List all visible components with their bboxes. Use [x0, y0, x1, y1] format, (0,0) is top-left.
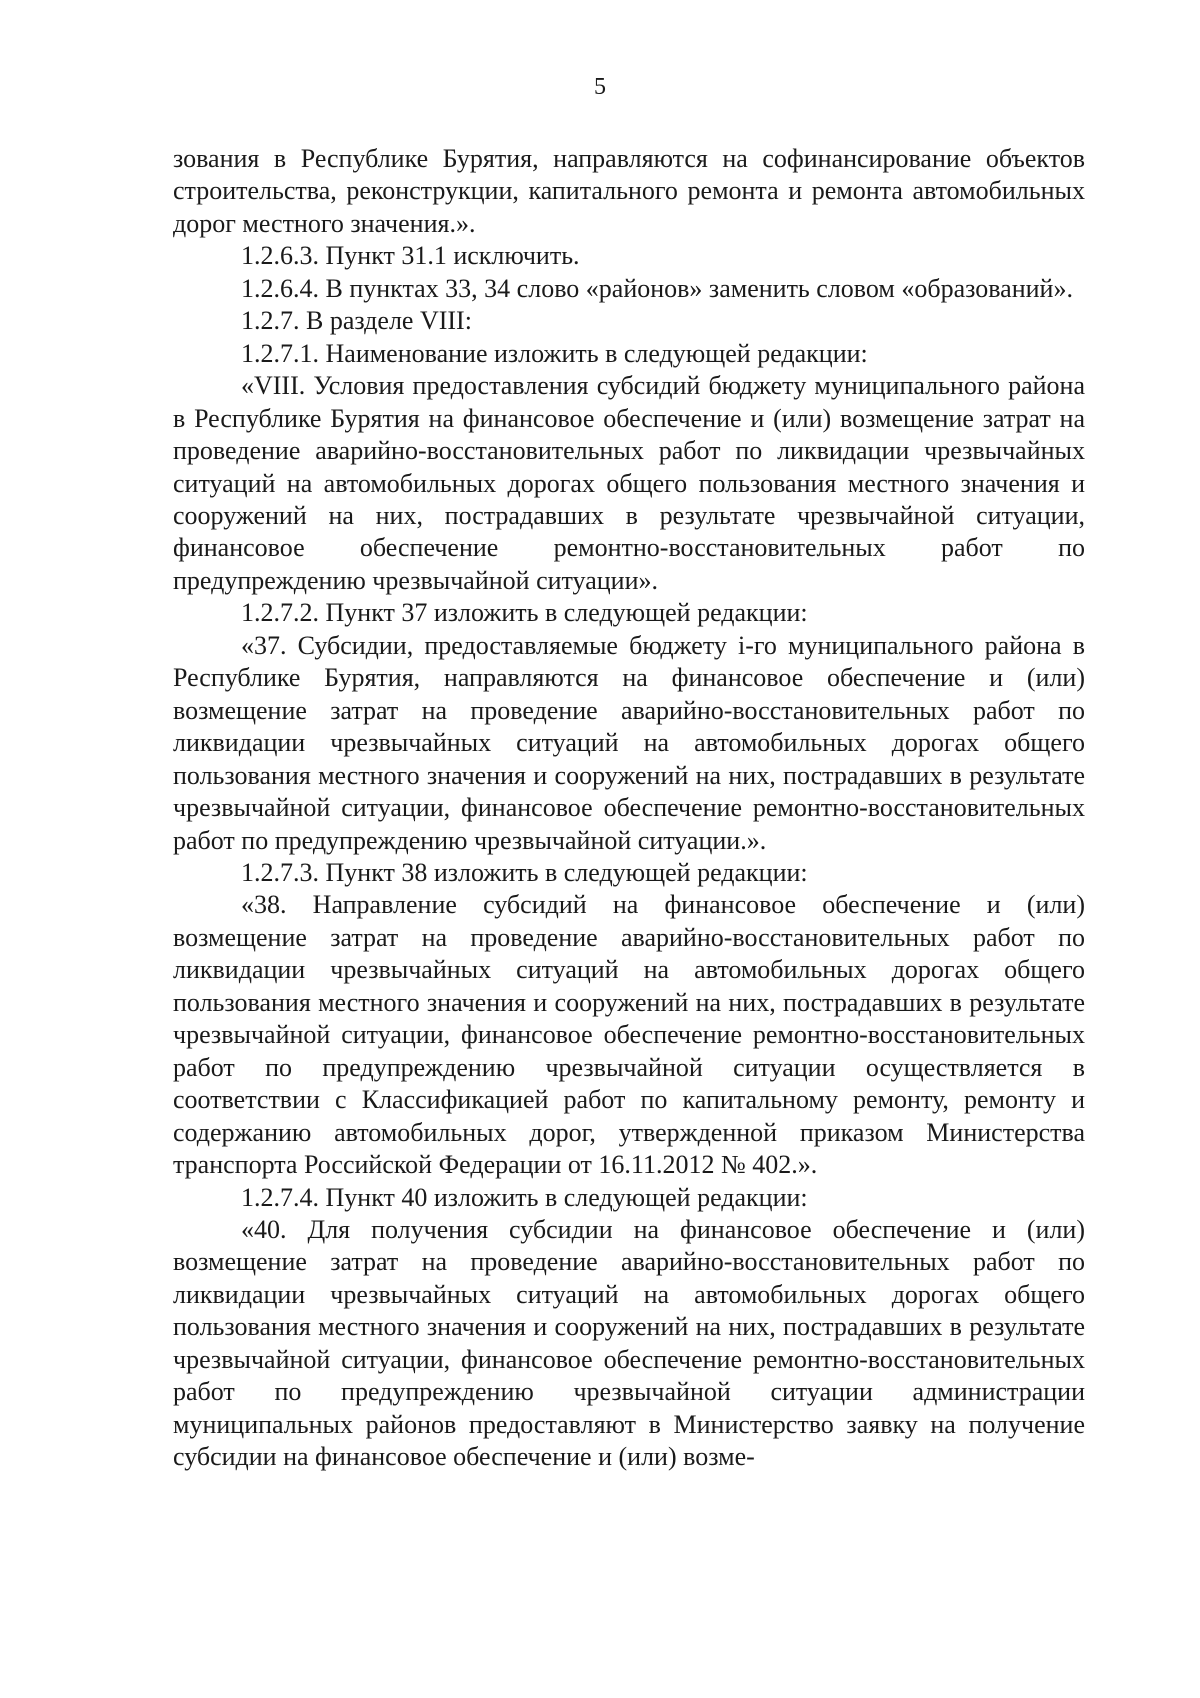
paragraph: зования в Республике Бурятия, направляются на софинансирование объектов строительства, реконструкции, капитального ремонта и ремонта автомобильных дорог местного значения.». — [173, 144, 1085, 238]
page-number: 5 — [594, 74, 606, 100]
paragraph: «37. Субсидии, предоставляемые бюджету i-го муниципального района в Республике Бурятия, направляются на финансовое обеспечение и (или) возмещение затрат на проведение аварийно-восстановительных работ по ликвидации чрезвычайных ситуаций на автомобильных дорогах общего пользования местного значения и сооружений на них, пострадавших в результате чрезвычайной ситуации, финансовое обеспечение ремонтно-восстановительных работ по предупреждению чрезвычайной ситуации.». — [173, 630, 1085, 855]
paragraph: 1.2.7. В разделе VIII: — [241, 306, 472, 336]
paragraph: 1.2.7.2. Пункт 37 изложить в следующей редакции: — [241, 598, 808, 628]
paragraph: «38. Направление субсидий на финансовое обеспечение и (или) возмещение затрат на проведение аварийно-восстановительных работ по ликвидации чрезвычайных ситуаций на автомобильных дорогах общего пользования местного значения и сооружений на них, пострадавших в результате чрезвычайной ситуации, финансовое обеспечение ремонтно-восстановительных работ по предупреждению чрезвычайной ситуации осуществляется в соответствии с Классификацией работ по капитальному ремонту, ремонту и содержанию автомобильных дорог, утвержденной приказом Министерства транспорта Российской Федерации от 16.11.2012 № 402.». — [173, 890, 1085, 1180]
paragraph: «40. Для получения субсидии на финансовое обеспечение и (или) возмещение затрат на проведение аварийно-восстановительных работ по ликвидации чрезвычайных ситуаций на автомобильных дорогах общего пользования местного значения и сооружений на них, пострадавших в результате чрезвычайной ситуации, финансовое обеспечение ремонтно-восстановительных работ по предупреждению чрезвычайной ситуации администрации муниципальных районов предоставляют в Министерство заявку на получение субсидии на финансовое обеспечение и (или) возме- — [173, 1214, 1085, 1472]
paragraph: 1.2.7.4. Пункт 40 изложить в следующей редакции: — [241, 1182, 808, 1212]
paragraph: 1.2.7.3. Пункт 38 изложить в следующей редакции: — [241, 857, 808, 887]
document-body — [173, 143, 1085, 1474]
paragraph: 1.2.7.1. Наименование изложить в следующей редакции: — [241, 338, 868, 368]
paragraph: 1.2.6.4. В пунктах 33, 34 слово «районов» заменить словом «образований». — [241, 273, 1073, 303]
paragraph: 1.2.6.3. Пункт 31.1 исключить. — [241, 241, 580, 271]
paragraph: «VIII. Условия предоставления субсидий бюджету муниципального района в Республике Бурятия на финансовое обеспечение и (или) возмещение затрат на проведение аварийно-восстановительных работ по ликвидации чрезвычайных ситуаций на автомобильных дорогах общего пользования местного значения и сооружений на них, пострадавших в результате чрезвычайной ситуации, финансовое обеспечение ремонтно-восстановительных работ по предупреждению чрезвычайной ситуации». — [173, 371, 1085, 595]
